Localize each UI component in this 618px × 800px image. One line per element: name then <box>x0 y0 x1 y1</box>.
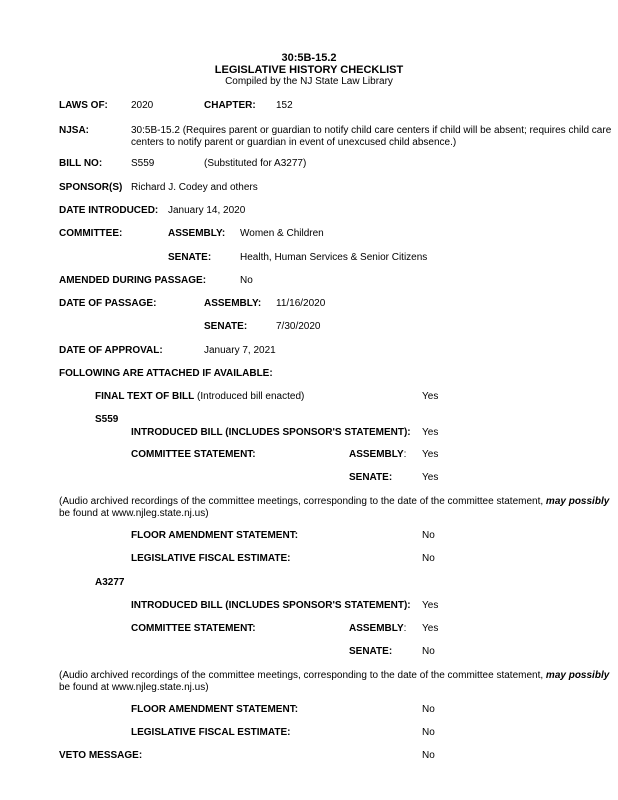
page-subtitle: Compiled by the NJ State Law Library <box>225 76 393 87</box>
a3277-senate-value: No <box>422 646 435 657</box>
njsa-label: NJSA: <box>59 125 90 136</box>
a3277-fiscal-value: No <box>422 727 435 738</box>
a3277-audio-emphasis: may possibly <box>545 670 610 681</box>
a3277-floor-value: No <box>422 704 435 715</box>
committee-senate-label: SENATE: <box>168 252 212 263</box>
date-introduced-value: January 14, 2020 <box>168 205 246 216</box>
a3277-audio-line-1: (Audio archived recordings of the committee meetings, corresponding to the date of the committee statement, <box>59 670 544 681</box>
a3277-committee-label: COMMITTEE STATEMENT: <box>131 623 256 634</box>
date-of-passage-label: DATE OF PASSAGE: <box>59 298 157 309</box>
date-introduced-label: DATE INTRODUCED: <box>59 205 159 216</box>
date-of-approval-value: January 7, 2021 <box>204 345 276 356</box>
date-of-approval-label: DATE OF APPROVAL: <box>59 345 163 356</box>
passage-senate-value: 7/30/2020 <box>276 321 321 332</box>
s559-committee-label: COMMITTEE STATEMENT: <box>131 449 256 460</box>
s559-audio-note <box>59 496 609 508</box>
citation-heading: 30:5B-15.2 <box>281 52 337 64</box>
a3277-assembly-value: Yes <box>422 623 439 634</box>
a3277-introduced-label: INTRODUCED BILL (INCLUDES SPONSOR'S STATEMENT): <box>131 600 411 611</box>
s559-heading: S559 <box>95 414 119 425</box>
committee-label: COMMITTEE: <box>59 228 123 239</box>
final-text-row <box>95 391 304 403</box>
committee-assembly-value: Women & Children <box>240 228 324 239</box>
veto-message-label: VETO MESSAGE: <box>59 750 143 761</box>
njsa-line-1: 30:5B-15.2 (Requires parent or guardian to notify child care centers if child will be absent; requires child care <box>131 125 612 136</box>
a3277-introduced-value: Yes <box>422 600 439 611</box>
s559-introduced-label: INTRODUCED BILL (INCLUDES SPONSOR'S STATEMENT): <box>131 427 411 438</box>
laws-of-value: 2020 <box>131 100 154 111</box>
s559-assembly-label: ASSEMBLY <box>349 449 404 460</box>
committee-assembly-label: ASSEMBLY: <box>168 228 226 239</box>
s559-floor-label: FLOOR AMENDMENT STATEMENT: <box>131 530 299 541</box>
laws-of-label: LAWS OF: <box>59 100 108 111</box>
s559-fiscal-label: LEGISLATIVE FISCAL ESTIMATE: <box>131 553 291 564</box>
chapter-label: CHAPTER: <box>204 100 256 111</box>
njsa-line-2: centers to notify parent or guardian in event of unexcused child absence.) <box>131 137 457 148</box>
a3277-assembly-label: ASSEMBLY <box>349 623 404 634</box>
a3277-senate-label: SENATE: <box>349 646 393 657</box>
s559-audio-line-1: (Audio archived recordings of the committee meetings, corresponding to the date of the committee statement, <box>59 496 544 507</box>
passage-senate-label: SENATE: <box>204 321 248 332</box>
following-attached-heading: FOLLOWING ARE ATTACHED IF AVAILABLE: <box>59 368 273 379</box>
s559-senate-label: SENATE: <box>349 472 393 483</box>
a3277-assembly-row: ASSEMBLY: <box>349 623 407 634</box>
s559-senate-value: Yes <box>422 472 439 483</box>
sponsors-label: SPONSOR(S) <box>59 182 123 193</box>
s559-audio-line-2: be found at www.njleg.state.nj.us) <box>59 508 209 519</box>
passage-assembly-label: ASSEMBLY: <box>204 298 262 309</box>
veto-message-value: No <box>422 750 435 761</box>
final-text-note: (Introduced bill enacted) <box>197 391 305 402</box>
amended-value: No <box>240 275 253 286</box>
final-text-label: FINAL TEXT OF BILL <box>95 391 195 402</box>
a3277-floor-label: FLOOR AMENDMENT STATEMENT: <box>131 704 299 715</box>
amended-label: AMENDED DURING PASSAGE: <box>59 275 207 286</box>
s559-fiscal-value: No <box>422 553 435 564</box>
committee-senate-value: Health, Human Services & Senior Citizens <box>240 252 428 263</box>
s559-assembly-value: Yes <box>422 449 439 460</box>
sponsors-value: Richard J. Codey and others <box>131 182 258 193</box>
s559-assembly-row: ASSEMBLY: <box>349 449 407 460</box>
bill-no-note: (Substituted for A3277) <box>204 158 307 169</box>
bill-no-value: S559 <box>131 158 155 169</box>
page-title: LEGISLATIVE HISTORY CHECKLIST <box>214 64 404 76</box>
passage-assembly-value: 11/16/2020 <box>276 298 326 309</box>
s559-floor-value: No <box>422 530 435 541</box>
a3277-heading: A3277 <box>95 577 125 588</box>
chapter-value: 152 <box>276 100 293 111</box>
a3277-audio-line-2: be found at www.njleg.state.nj.us) <box>59 682 209 693</box>
final-text-value: Yes <box>422 391 439 402</box>
s559-audio-emphasis: may possibly <box>545 496 610 507</box>
a3277-fiscal-label: LEGISLATIVE FISCAL ESTIMATE: <box>131 727 291 738</box>
a3277-audio-note <box>59 670 609 682</box>
s559-introduced-value: Yes <box>422 427 439 438</box>
bill-no-label: BILL NO: <box>59 158 103 169</box>
